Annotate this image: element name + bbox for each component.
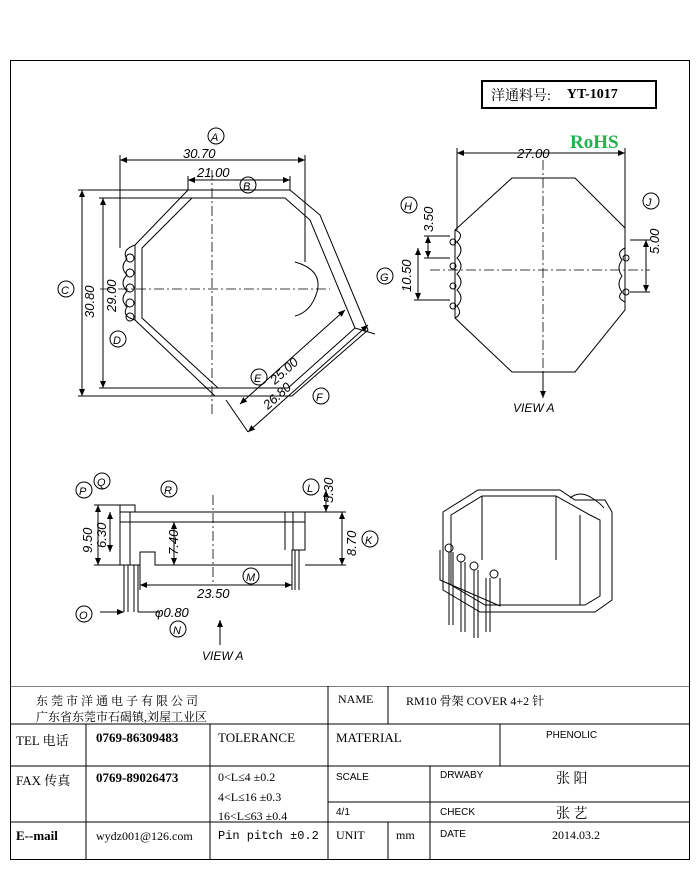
- tolerance-line-1: 0<L≤4 ±0.2: [218, 770, 276, 784]
- name-label: NAME: [338, 692, 374, 706]
- tolerance-line-2: 4<L≤16 ±0.3: [218, 790, 282, 804]
- dim-f-tag: F: [316, 392, 323, 404]
- email-label: E--mail: [16, 828, 58, 843]
- iso-view: [440, 490, 612, 638]
- step-height: 7.40: [166, 529, 181, 555]
- dim-a-tag: A: [211, 132, 219, 144]
- dim-j-tag: J: [646, 197, 652, 209]
- dim-e-tag: E: [254, 373, 262, 385]
- right-view-label: VIEW A: [513, 401, 555, 415]
- dim-b-tag: B: [243, 181, 251, 193]
- length: 23.50: [197, 586, 230, 601]
- dim-width-value: 27.00: [517, 146, 550, 161]
- top-view: [78, 155, 375, 432]
- body-height: 8.70: [344, 530, 359, 556]
- dim-d-tag: D: [113, 335, 121, 347]
- tel-label: TEL 电话: [16, 733, 69, 748]
- side-view: [94, 490, 346, 645]
- dim-k-tag: K: [365, 535, 373, 547]
- pin-diameter: φ0.80: [155, 605, 189, 620]
- tolerance-line-3: 16<L≤63 ±0.4: [218, 809, 288, 823]
- dim-a-value: 30.70: [183, 146, 216, 161]
- dim-q-tag: Q: [97, 477, 106, 489]
- dim-c-value: 30.80: [82, 285, 97, 318]
- scale-value: 4/1: [336, 807, 350, 818]
- name-value: RM10 骨架 COVER 4+2 针: [406, 694, 545, 708]
- pin-pitch: Pin pitch ±0.2: [218, 829, 319, 843]
- dim-h-tag: H: [404, 201, 412, 213]
- title-block: [10, 686, 690, 860]
- side-view-label: VIEW A: [202, 649, 244, 663]
- dim-b-value: 21.00: [197, 165, 230, 180]
- dim-r-tag: R: [164, 485, 172, 497]
- date-value: 2014.03.2: [552, 828, 600, 842]
- tolerance-label: TOLERANCE: [218, 730, 296, 745]
- unit-value: mm: [396, 828, 415, 842]
- dim-h-value: 3.50: [421, 206, 436, 232]
- dim-g-value: 10.50: [399, 259, 414, 292]
- email-value: wydz001@126.com: [96, 829, 193, 843]
- dim-j-value: 5.00: [647, 228, 662, 254]
- right-view: [414, 148, 650, 398]
- top-offset: 5.30: [321, 477, 336, 503]
- dim-o-tag: O: [79, 610, 88, 622]
- dim-m-tag: M: [246, 572, 256, 584]
- part-number-label: 洋通料号:: [491, 88, 551, 104]
- total-height: 9.50: [80, 527, 95, 553]
- scale-label: SCALE: [336, 772, 369, 783]
- drawn-value: 张 阳: [556, 772, 588, 787]
- company-name: 东 莞 市 洋 通 电 子 有 限 公 司: [36, 694, 199, 708]
- dim-c-tag: C: [61, 285, 69, 297]
- dim-e-value: 25.00: [266, 354, 302, 388]
- material-label: MATERIAL: [336, 730, 402, 745]
- date-label: DATE: [440, 829, 466, 840]
- tel-value: 0769-86309483: [96, 730, 179, 745]
- check-label: CHECK: [440, 807, 476, 818]
- fax-label: FAX 传真: [16, 773, 71, 788]
- inner-height: 6.30: [94, 522, 109, 548]
- dim-g-tag: G: [380, 272, 389, 284]
- dim-l-tag: L: [307, 483, 314, 495]
- dim-d-value: 29.00: [104, 279, 119, 312]
- unit-label: UNIT: [336, 828, 365, 842]
- dim-n-tag: N: [173, 625, 181, 637]
- company-address: 广东省东莞市石碣镇,刘屋工业区: [36, 710, 208, 724]
- part-number-value: YT-1017: [566, 86, 618, 102]
- top-view-labels: [58, 128, 329, 413]
- dim-f-value: 26.80: [259, 379, 295, 413]
- fax-value: 0769-89026473: [96, 770, 179, 785]
- drawn-label: DRWABY: [440, 770, 484, 781]
- rohs-mark: RoHS: [570, 132, 619, 153]
- dim-p-tag: P: [79, 486, 87, 498]
- side-view-labels: [76, 473, 378, 663]
- material-value: PHENOLIC: [546, 730, 598, 741]
- check-value: 张 艺: [556, 807, 588, 822]
